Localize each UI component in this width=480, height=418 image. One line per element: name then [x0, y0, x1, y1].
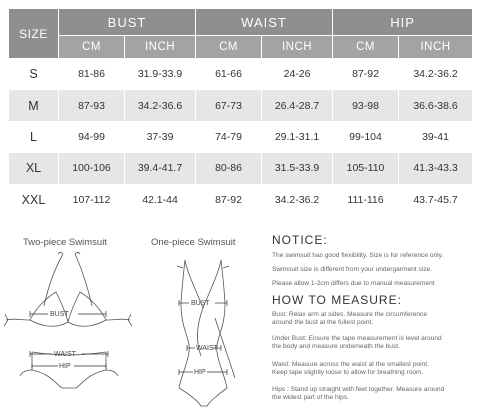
one-piece-hip-label: HIP: [194, 369, 206, 376]
table-cell: 100-106: [59, 153, 125, 184]
hip-header: HIP: [333, 9, 473, 36]
unit-header: CM: [333, 36, 399, 59]
two-piece-hip-label: HIP: [59, 363, 71, 370]
notice-line: Please allow 1-2cm differs due to manual measurement: [272, 280, 435, 287]
table-cell: 61-66: [196, 59, 262, 90]
measure-instruction: Waist: Measure across the waist at the smallest point. Keep tape slightly loose to allow for breathing room.: [272, 361, 429, 377]
table-cell: 31.9-33.9: [125, 59, 196, 90]
table-cell: 34.2-36.6: [125, 90, 196, 121]
table-cell: 67-73: [196, 90, 262, 121]
table-row: [9, 184, 473, 215]
how-to-measure-heading: HOW TO MEASURE:: [272, 293, 402, 307]
notice-line: The swimsuit has good flexibility. Size is for reference only.: [272, 252, 444, 259]
unit-header: CM: [59, 36, 125, 59]
measure-instruction: Hips : Stand up straight with feet together. Measure around the widest part of the hips.: [272, 386, 445, 402]
size-cell: L: [9, 121, 59, 152]
size-cell: S: [9, 59, 59, 90]
two-piece-waist-label: WAIST: [54, 351, 76, 358]
table-row: [9, 153, 473, 184]
measure-instruction: Bust: Relax arm at sides. Measure the circumference around the bust at the fullest point.: [272, 311, 428, 327]
unit-header: INCH: [262, 36, 333, 59]
size-header: SIZE: [9, 9, 59, 59]
table-cell: 87-93: [59, 90, 125, 121]
waist-header: WAIST: [196, 9, 333, 36]
two-piece-swimsuit-illustration: [0, 248, 140, 413]
unit-header: INCH: [125, 36, 196, 59]
table-cell: 105-110: [333, 153, 399, 184]
table-cell: 99-104: [333, 121, 399, 152]
unit-header: CM: [196, 36, 262, 59]
notice-line: Swimsuit size is different from your undergarment size.: [272, 266, 433, 273]
size-cell: XXL: [9, 184, 59, 215]
table-cell: 34.2-36.2: [262, 184, 333, 215]
table-cell: 93-98: [333, 90, 399, 121]
table-cell: 42.1-44: [125, 184, 196, 215]
table-row: [9, 90, 473, 121]
table-row: [9, 121, 473, 152]
table-cell: 80-86: [196, 153, 262, 184]
table-cell: 94-99: [59, 121, 125, 152]
table-row: [9, 59, 473, 90]
one-piece-title: One-piece Swimsuit: [151, 237, 236, 248]
table-cell: 81-86: [59, 59, 125, 90]
unit-header: INCH: [399, 36, 473, 59]
measure-instruction: Under Bust: Ensure the tape measurement is level around the body and measure underneath the bust.: [272, 335, 442, 351]
table-cell: 34.2-36.2: [399, 59, 473, 90]
one-piece-swimsuit-illustration: [145, 248, 265, 413]
one-piece-bust-label: BUST: [191, 300, 210, 307]
size-cell: M: [9, 90, 59, 121]
table-cell: 26.4-28.7: [262, 90, 333, 121]
table-cell: 111-116: [333, 184, 399, 215]
table-cell: 43.7-45.7: [399, 184, 473, 215]
table-cell: 107-112: [59, 184, 125, 215]
table-cell: 87-92: [333, 59, 399, 90]
table-cell: 24-26: [262, 59, 333, 90]
table-cell: 87-92: [196, 184, 262, 215]
notice-heading: NOTICE:: [272, 233, 328, 247]
table-cell: 36.6-38.6: [399, 90, 473, 121]
table-cell: 74-79: [196, 121, 262, 152]
two-piece-bust-label: BUST: [50, 311, 69, 318]
size-cell: XL: [9, 153, 59, 184]
size-chart-table: [8, 8, 473, 216]
table-cell: 39.4-41.7: [125, 153, 196, 184]
table-cell: 31.5-33.9: [262, 153, 333, 184]
one-piece-waist-label: WAIST: [196, 345, 218, 352]
table-cell: 39-41: [399, 121, 473, 152]
bust-header: BUST: [59, 9, 196, 36]
two-piece-title: Two-piece Swimsuit: [23, 237, 107, 248]
table-cell: 41.3-43.3: [399, 153, 473, 184]
table-cell: 29.1-31.1: [262, 121, 333, 152]
table-cell: 37-39: [125, 121, 196, 152]
